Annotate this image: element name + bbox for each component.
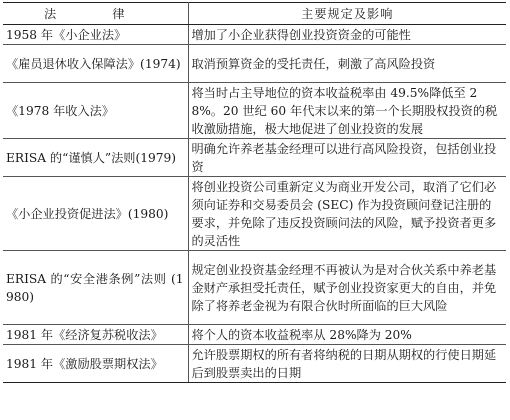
effect-cell: 将当时占主导地位的资本收益税率由 49.5%降低至 28%。20 世纪 60 年代末以来的第一个长期股权投资的税收激励措施，极大地促进了创业投资的发展 — [188, 83, 506, 139]
law-cell: 1958 年《小企业法》 — [3, 25, 188, 45]
effect-cell: 将创业投资公司重新定义为商业开发公司，取消了它们必须向证券和交易委员会 (SEC) 作为投资顾问登记注册的要求，并免除了违反投资顾问法的风险，赋予投资者更多的灵活性 — [188, 177, 506, 251]
table-row — [3, 45, 506, 83]
effect-cell: 将个人的资本收益税率从 28%降为 20% — [188, 325, 506, 345]
effect-cell: 规定创业投资基金经理不再被认为是对合伙关系中养老基金财产承担受托责任，赋予创业投资家更大的自由，并免除了将养老金视为有限合伙时所面临的巨大风险 — [188, 251, 506, 325]
table-header-row — [3, 3, 506, 25]
table-row — [3, 325, 506, 345]
law-cell: 《小企业投资促进法》(1980) — [3, 177, 188, 251]
effect-cell: 取消预算资金的受托责任，刺激了高风险投资 — [188, 45, 506, 83]
table-row — [3, 25, 506, 45]
law-cell: ERISA 的“谨慎人”法则(1979) — [3, 139, 188, 177]
effect-cell: 增加了小企业获得创业投资资金的可能性 — [188, 25, 506, 45]
law-cell: ERISA 的“安全港条例”法则 (1980) — [3, 251, 188, 325]
law-cell: 1981 年《经济复苏税收法》 — [3, 325, 188, 345]
table-row — [3, 83, 506, 139]
law-cell: 《1978 年收入法》 — [3, 83, 188, 139]
header-law: 法 律 — [3, 3, 188, 25]
header-effect: 主要规定及影响 — [188, 3, 506, 25]
table-row — [3, 251, 506, 325]
table-row — [3, 177, 506, 251]
law-cell: 《雇员退休收入保障法》(1974) — [3, 45, 188, 83]
effect-cell: 允许股票期权的所有者将纳税的日期从期权的行使日期延后到股票卖出的日期 — [188, 345, 506, 383]
effect-cell: 明确允许养老基金经理可以进行高风险投资，包括创业投资 — [188, 139, 506, 177]
legislation-table — [3, 2, 506, 383]
table-row — [3, 345, 506, 383]
table-row — [3, 139, 506, 177]
law-cell: 1981 年《激励股票期权法》 — [3, 345, 188, 383]
